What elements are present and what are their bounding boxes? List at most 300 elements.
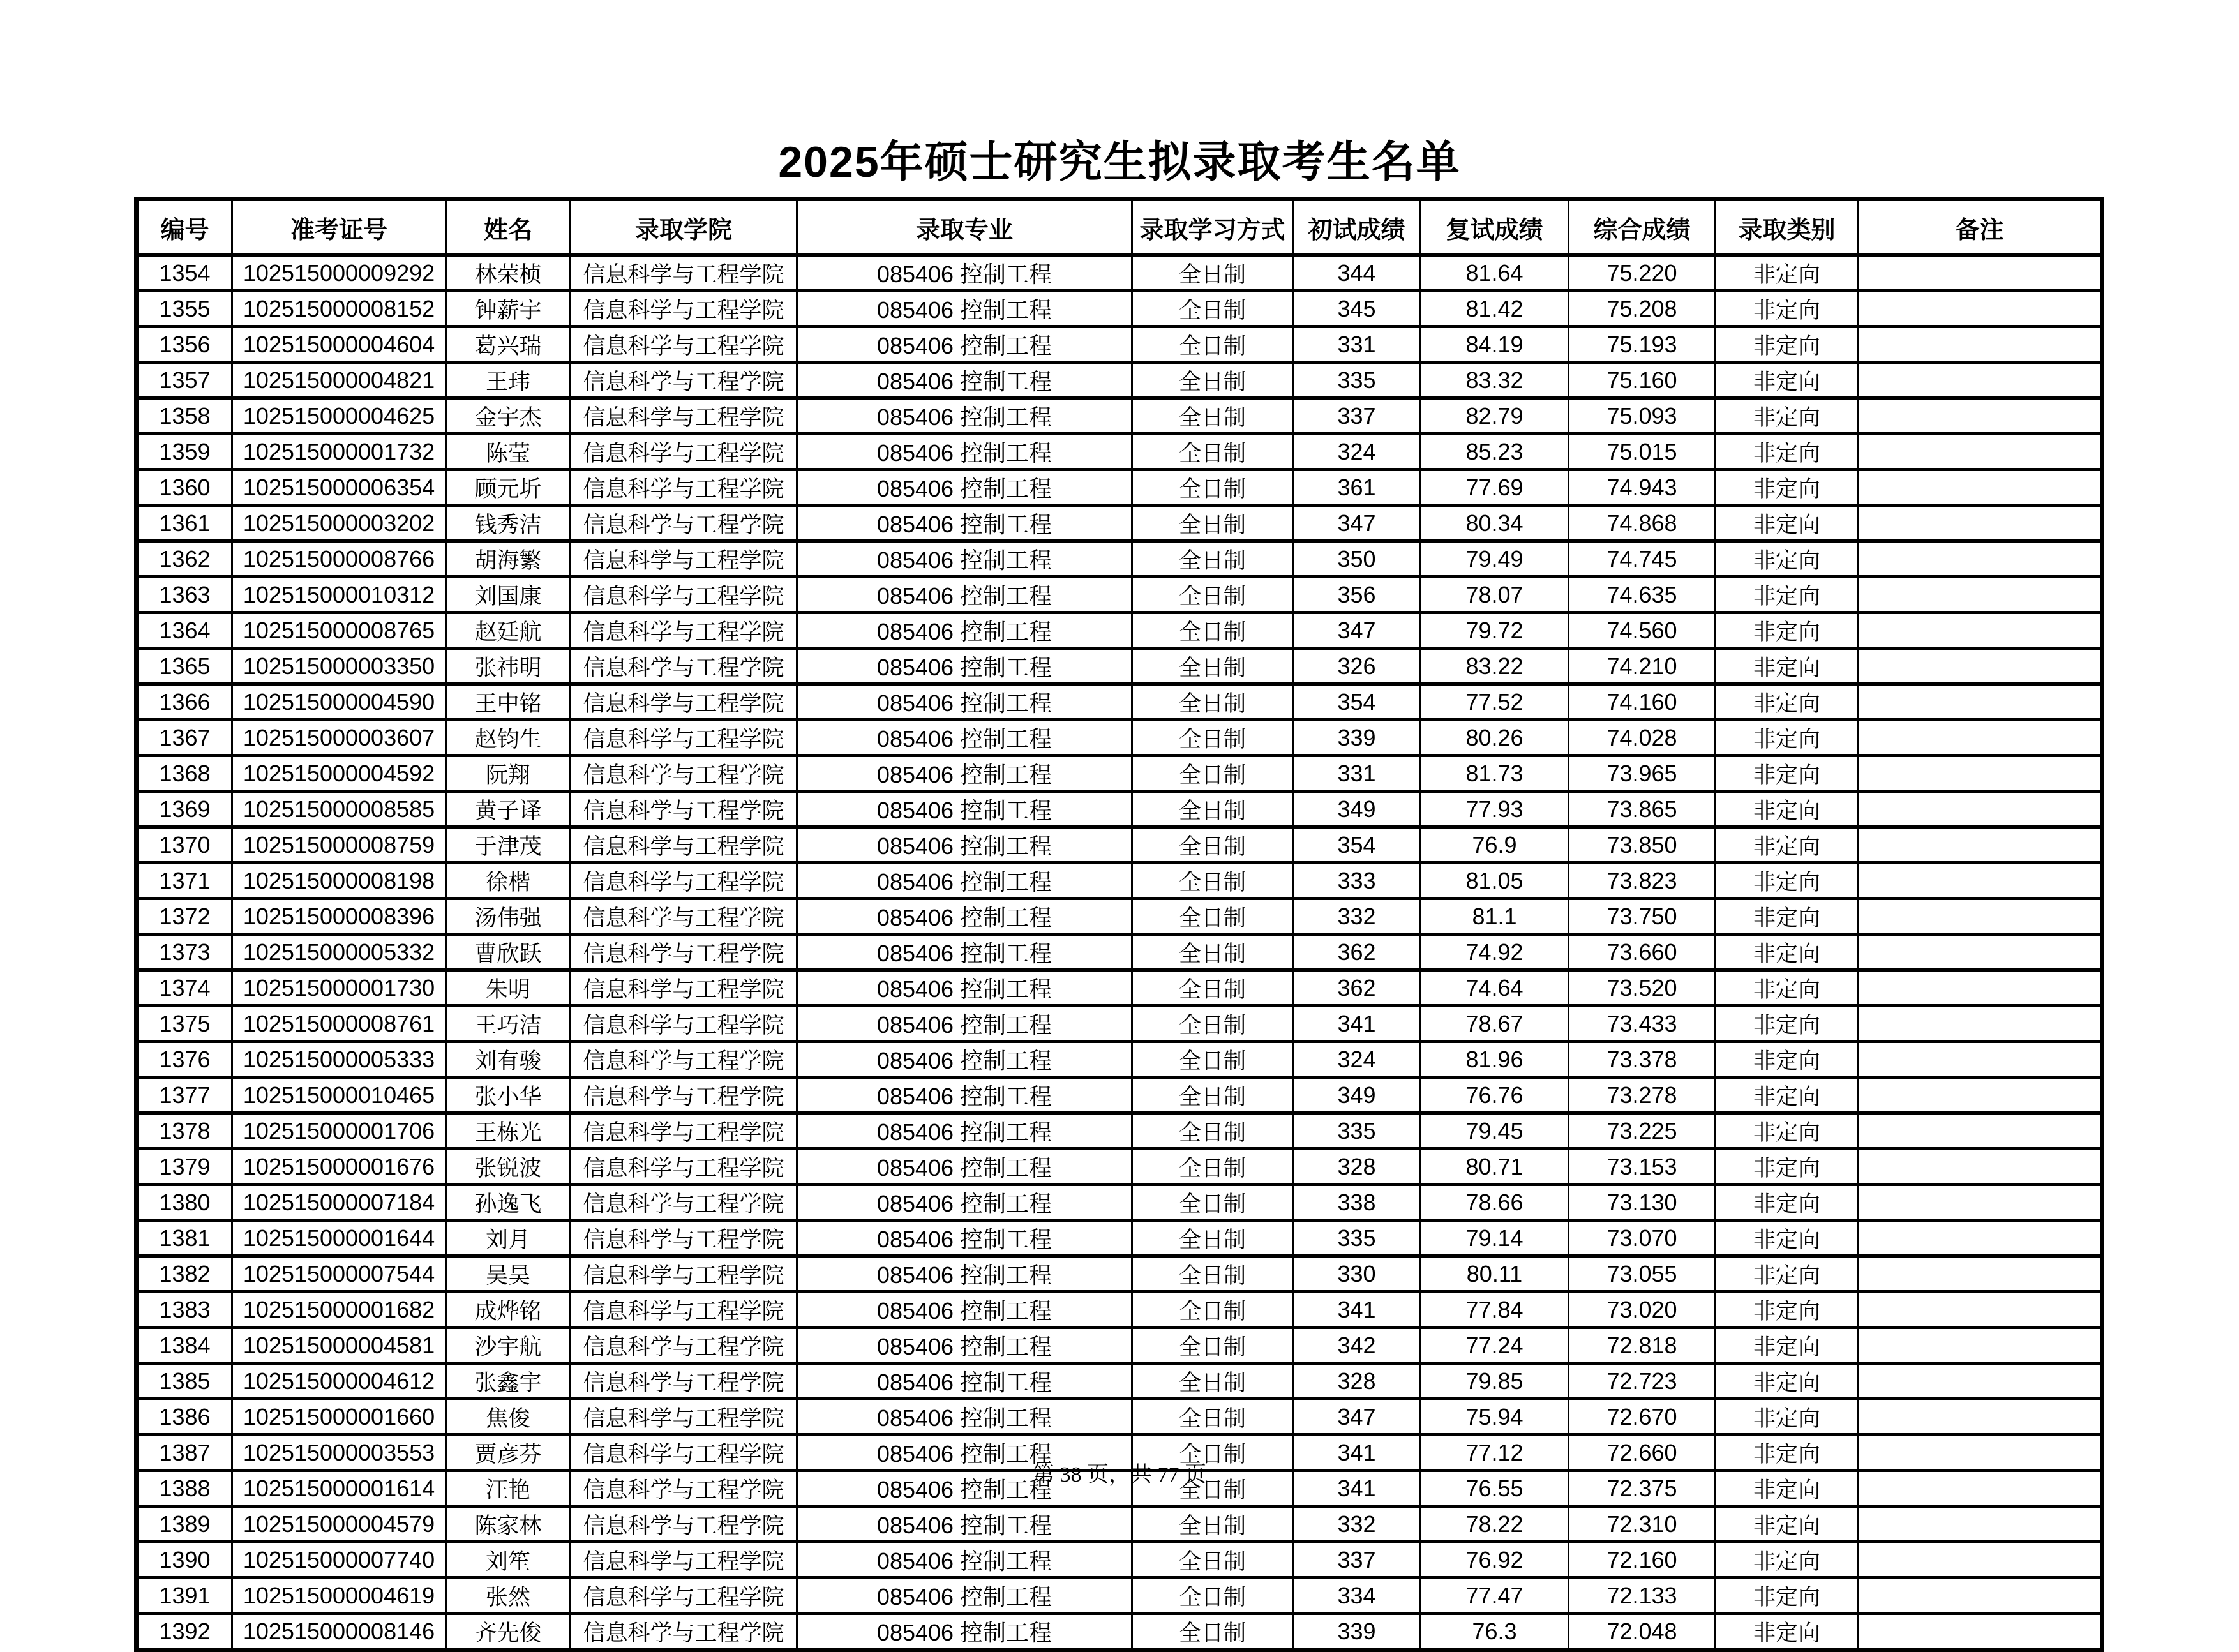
cell-college: 信息科学与工程学院 [571,613,797,649]
cell-college: 信息科学与工程学院 [571,1471,797,1506]
cell-study-mode: 全日制 [1132,899,1293,935]
cell-admission-type: 非定向 [1716,1578,1859,1614]
table-row [137,541,2102,577]
table-row [137,1614,2102,1650]
cell-college: 信息科学与工程学院 [571,327,797,363]
cell-id: 1356 [137,327,232,363]
cell-college: 信息科学与工程学院 [571,792,797,827]
cell-overall-score: 74.745 [1569,541,1716,577]
cell-admission-type: 非定向 [1716,970,1859,1006]
cell-overall-score: 73.153 [1569,1149,1716,1185]
cell-retest-score: 81.42 [1421,291,1569,327]
cell-name: 钟薪宇 [446,291,571,327]
cell-major: 085406 控制工程 [797,1292,1132,1328]
cell-remarks [1859,613,2102,649]
cell-study-mode: 全日制 [1132,970,1293,1006]
cell-major: 085406 控制工程 [797,1471,1132,1506]
cell-study-mode: 全日制 [1132,363,1293,398]
cell-study-mode: 全日制 [1132,1399,1293,1435]
cell-overall-score: 75.220 [1569,255,1716,291]
cell-initial-score: 324 [1293,434,1421,470]
cell-admission-type: 非定向 [1716,899,1859,935]
cell-major: 085406 控制工程 [797,541,1132,577]
cell-initial-score: 331 [1293,756,1421,792]
cell-overall-score: 73.865 [1569,792,1716,827]
cell-name: 阮翔 [446,756,571,792]
cell-study-mode: 全日制 [1132,756,1293,792]
cell-id: 1370 [137,827,232,863]
cell-study-mode: 全日制 [1132,541,1293,577]
cell-remarks [1859,1256,2102,1292]
cell-retest-score: 79.14 [1421,1220,1569,1256]
cell-exam-number: 102515000001676 [232,1149,446,1185]
cell-retest-score: 77.93 [1421,792,1569,827]
cell-study-mode: 全日制 [1132,1149,1293,1185]
cell-study-mode: 全日制 [1132,1471,1293,1506]
cell-id: 1381 [137,1220,232,1256]
cell-id: 1386 [137,1399,232,1435]
cell-college: 信息科学与工程学院 [571,1363,797,1399]
cell-admission-type: 非定向 [1716,1113,1859,1149]
cell-name: 刘有骏 [446,1042,571,1078]
cell-remarks [1859,255,2102,291]
cell-college: 信息科学与工程学院 [571,506,797,541]
cell-college: 信息科学与工程学院 [571,1185,797,1220]
table-row [137,684,2102,720]
cell-name: 汤伟强 [446,899,571,935]
cell-id: 1361 [137,506,232,541]
cell-remarks [1859,792,2102,827]
cell-id: 1382 [137,1256,232,1292]
cell-admission-type: 非定向 [1716,327,1859,363]
cell-retest-score: 77.84 [1421,1292,1569,1328]
table-row [137,970,2102,1006]
cell-overall-score: 73.130 [1569,1185,1716,1220]
cell-admission-type: 非定向 [1716,720,1859,756]
cell-name: 赵廷航 [446,613,571,649]
cell-retest-score: 81.64 [1421,255,1569,291]
cell-retest-score: 77.24 [1421,1328,1569,1363]
cell-initial-score: 349 [1293,1078,1421,1113]
cell-exam-number: 102515000004592 [232,756,446,792]
cell-id: 1374 [137,970,232,1006]
cell-overall-score: 73.020 [1569,1292,1716,1328]
cell-remarks [1859,970,2102,1006]
cell-id: 1385 [137,1363,232,1399]
header-college: 录取学院 [571,199,797,255]
cell-admission-type: 非定向 [1716,506,1859,541]
cell-admission-type: 非定向 [1716,1435,1859,1471]
header-exam-number: 准考证号 [232,199,446,255]
cell-retest-score: 80.34 [1421,506,1569,541]
table-header [137,199,2102,255]
cell-overall-score: 73.520 [1569,970,1716,1006]
cell-exam-number: 102515000007740 [232,1542,446,1578]
cell-remarks [1859,863,2102,899]
cell-overall-score: 72.670 [1569,1399,1716,1435]
cell-admission-type: 非定向 [1716,863,1859,899]
cell-overall-score: 72.048 [1569,1614,1716,1650]
cell-exam-number: 102515000001732 [232,434,446,470]
cell-retest-score: 80.26 [1421,720,1569,756]
header-admission-type: 录取类别 [1716,199,1859,255]
cell-study-mode: 全日制 [1132,863,1293,899]
cell-initial-score: 341 [1293,1006,1421,1042]
table-row [137,899,2102,935]
cell-id: 1377 [137,1078,232,1113]
cell-retest-score: 74.64 [1421,970,1569,1006]
cell-remarks [1859,398,2102,434]
cell-major: 085406 控制工程 [797,506,1132,541]
cell-exam-number: 102515000008396 [232,899,446,935]
cell-exam-number: 102515000001730 [232,970,446,1006]
cell-id: 1376 [137,1042,232,1078]
cell-overall-score: 73.433 [1569,1006,1716,1042]
cell-college: 信息科学与工程学院 [571,255,797,291]
cell-id: 1364 [137,613,232,649]
cell-major: 085406 控制工程 [797,1113,1132,1149]
cell-name: 黄子译 [446,792,571,827]
cell-id: 1373 [137,935,232,970]
cell-exam-number: 102515000001682 [232,1292,446,1328]
cell-major: 085406 控制工程 [797,363,1132,398]
table-row [137,613,2102,649]
cell-study-mode: 全日制 [1132,255,1293,291]
cell-retest-score: 85.23 [1421,434,1569,470]
cell-retest-score: 79.45 [1421,1113,1569,1149]
cell-major: 085406 控制工程 [797,1185,1132,1220]
cell-overall-score: 74.028 [1569,720,1716,756]
cell-id: 1360 [137,470,232,506]
cell-retest-score: 80.11 [1421,1256,1569,1292]
cell-college: 信息科学与工程学院 [571,1399,797,1435]
cell-college: 信息科学与工程学院 [571,1006,797,1042]
cell-exam-number: 102515000001660 [232,1399,446,1435]
table-row [137,398,2102,434]
cell-retest-score: 83.32 [1421,363,1569,398]
cell-major: 085406 控制工程 [797,827,1132,863]
cell-exam-number: 102515000010312 [232,577,446,613]
cell-id: 1380 [137,1185,232,1220]
cell-id: 1387 [137,1435,232,1471]
cell-major: 085406 控制工程 [797,756,1132,792]
cell-retest-score: 76.3 [1421,1614,1569,1650]
header-study-mode: 录取学习方式 [1132,199,1293,255]
cell-admission-type: 非定向 [1716,935,1859,970]
cell-name: 王巧洁 [446,1006,571,1042]
cell-college: 信息科学与工程学院 [571,1220,797,1256]
cell-college: 信息科学与工程学院 [571,756,797,792]
cell-name: 赵钧生 [446,720,571,756]
cell-overall-score: 73.070 [1569,1220,1716,1256]
cell-initial-score: 328 [1293,1149,1421,1185]
header-initial-score: 初试成绩 [1293,199,1421,255]
cell-exam-number: 102515000001614 [232,1471,446,1506]
cell-id: 1375 [137,1006,232,1042]
cell-major: 085406 控制工程 [797,1078,1132,1113]
cell-admission-type: 非定向 [1716,1185,1859,1220]
cell-major: 085406 控制工程 [797,577,1132,613]
cell-remarks [1859,1506,2102,1542]
cell-retest-score: 81.73 [1421,756,1569,792]
cell-name: 于津茂 [446,827,571,863]
cell-retest-score: 81.05 [1421,863,1569,899]
cell-remarks [1859,506,2102,541]
cell-overall-score: 75.208 [1569,291,1716,327]
cell-study-mode: 全日制 [1132,1006,1293,1042]
cell-study-mode: 全日制 [1132,327,1293,363]
cell-remarks [1859,470,2102,506]
cell-remarks [1859,577,2102,613]
table-row [137,327,2102,363]
cell-study-mode: 全日制 [1132,1078,1293,1113]
cell-college: 信息科学与工程学院 [571,649,797,684]
cell-study-mode: 全日制 [1132,1113,1293,1149]
cell-college: 信息科学与工程学院 [571,398,797,434]
cell-initial-score: 332 [1293,1506,1421,1542]
cell-college: 信息科学与工程学院 [571,470,797,506]
cell-initial-score: 326 [1293,649,1421,684]
cell-admission-type: 非定向 [1716,470,1859,506]
cell-name: 徐楷 [446,863,571,899]
cell-retest-score: 76.76 [1421,1078,1569,1113]
cell-id: 1367 [137,720,232,756]
cell-id: 1372 [137,899,232,935]
cell-id: 1388 [137,1471,232,1506]
cell-major: 085406 控制工程 [797,1042,1132,1078]
cell-name: 葛兴瑞 [446,327,571,363]
table-row [137,1506,2102,1542]
cell-admission-type: 非定向 [1716,1471,1859,1506]
cell-major: 085406 控制工程 [797,1363,1132,1399]
cell-initial-score: 338 [1293,1185,1421,1220]
cell-study-mode: 全日制 [1132,1220,1293,1256]
cell-overall-score: 75.160 [1569,363,1716,398]
cell-study-mode: 全日制 [1132,1256,1293,1292]
cell-admission-type: 非定向 [1716,827,1859,863]
cell-id: 1363 [137,577,232,613]
cell-college: 信息科学与工程学院 [571,1292,797,1328]
table-row [137,1328,2102,1363]
table-row [137,1363,2102,1399]
header-overall-score: 综合成绩 [1569,199,1716,255]
cell-remarks [1859,827,2102,863]
cell-name: 汪艳 [446,1471,571,1506]
table-row [137,756,2102,792]
cell-retest-score: 77.52 [1421,684,1569,720]
cell-exam-number: 102515000003607 [232,720,446,756]
cell-name: 王中铭 [446,684,571,720]
cell-remarks [1859,1149,2102,1185]
cell-initial-score: 334 [1293,1578,1421,1614]
cell-remarks [1859,720,2102,756]
cell-initial-score: 341 [1293,1471,1421,1506]
cell-remarks [1859,899,2102,935]
cell-remarks [1859,756,2102,792]
table-row [137,649,2102,684]
cell-college: 信息科学与工程学院 [571,1435,797,1471]
cell-overall-score: 74.868 [1569,506,1716,541]
cell-initial-score: 324 [1293,1042,1421,1078]
cell-retest-score: 81.96 [1421,1042,1569,1078]
cell-id: 1368 [137,756,232,792]
cell-college: 信息科学与工程学院 [571,1078,797,1113]
cell-remarks [1859,1292,2102,1328]
table-row [137,1220,2102,1256]
cell-major: 085406 控制工程 [797,1578,1132,1614]
table-row [137,470,2102,506]
header-remarks: 备注 [1859,199,2102,255]
table-row [137,1399,2102,1435]
cell-admission-type: 非定向 [1716,684,1859,720]
cell-retest-score: 80.71 [1421,1149,1569,1185]
cell-id: 1362 [137,541,232,577]
cell-retest-score: 76.55 [1421,1471,1569,1506]
cell-exam-number: 102515000005333 [232,1042,446,1078]
cell-id: 1384 [137,1328,232,1363]
cell-major: 085406 控制工程 [797,720,1132,756]
cell-major: 085406 控制工程 [797,935,1132,970]
cell-retest-score: 78.67 [1421,1006,1569,1042]
cell-name: 张锐波 [446,1149,571,1185]
cell-study-mode: 全日制 [1132,1042,1293,1078]
table-row [137,1078,2102,1113]
cell-initial-score: 350 [1293,541,1421,577]
cell-study-mode: 全日制 [1132,613,1293,649]
cell-name: 胡海繁 [446,541,571,577]
cell-exam-number: 102515000008152 [232,291,446,327]
cell-name: 成烨铭 [446,1292,571,1328]
cell-initial-score: 347 [1293,506,1421,541]
cell-retest-score: 76.9 [1421,827,1569,863]
cell-retest-score: 83.22 [1421,649,1569,684]
cell-major: 085406 控制工程 [797,255,1132,291]
cell-id: 1354 [137,255,232,291]
cell-initial-score: 339 [1293,720,1421,756]
cell-retest-score: 84.19 [1421,327,1569,363]
cell-admission-type: 非定向 [1716,398,1859,434]
cell-study-mode: 全日制 [1132,935,1293,970]
cell-study-mode: 全日制 [1132,792,1293,827]
page-number: 第 38 页，共 77 页 [1033,1463,1206,1487]
table-row [137,434,2102,470]
cell-college: 信息科学与工程学院 [571,684,797,720]
cell-major: 085406 控制工程 [797,1220,1132,1256]
cell-exam-number: 102515000008198 [232,863,446,899]
cell-initial-score: 345 [1293,291,1421,327]
cell-name: 林荣桢 [446,255,571,291]
cell-major: 085406 控制工程 [797,649,1132,684]
cell-initial-score: 335 [1293,1113,1421,1149]
table-row [137,863,2102,899]
cell-name: 齐先俊 [446,1614,571,1650]
cell-remarks [1859,1078,2102,1113]
cell-exam-number: 102515000005332 [232,935,446,970]
cell-exam-number: 102515000003350 [232,649,446,684]
cell-overall-score: 72.818 [1569,1328,1716,1363]
cell-college: 信息科学与工程学院 [571,935,797,970]
cell-initial-score: 335 [1293,363,1421,398]
header-id: 编号 [137,199,232,255]
cell-remarks [1859,1614,2102,1650]
cell-admission-type: 非定向 [1716,1256,1859,1292]
cell-name: 张然 [446,1578,571,1614]
cell-study-mode: 全日制 [1132,1328,1293,1363]
cell-initial-score: 356 [1293,577,1421,613]
header-row [137,199,2102,255]
cell-name: 吴昊 [446,1256,571,1292]
cell-id: 1359 [137,434,232,470]
cell-id: 1355 [137,291,232,327]
cell-overall-score: 73.278 [1569,1078,1716,1113]
cell-college: 信息科学与工程学院 [571,1113,797,1149]
cell-study-mode: 全日制 [1132,398,1293,434]
cell-remarks [1859,363,2102,398]
cell-initial-score: 332 [1293,899,1421,935]
cell-major: 085406 控制工程 [797,291,1132,327]
cell-exam-number: 102515000007544 [232,1256,446,1292]
cell-admission-type: 非定向 [1716,255,1859,291]
cell-id: 1357 [137,363,232,398]
cell-remarks [1859,1328,2102,1363]
cell-exam-number: 102515000006354 [232,470,446,506]
cell-study-mode: 全日制 [1132,1292,1293,1328]
cell-exam-number: 102515000004579 [232,1506,446,1542]
table-row [137,1042,2102,1078]
cell-exam-number: 102515000004612 [232,1363,446,1399]
cell-initial-score: 347 [1293,613,1421,649]
cell-exam-number: 102515000008766 [232,541,446,577]
cell-remarks [1859,1363,2102,1399]
cell-major: 085406 控制工程 [797,1006,1132,1042]
cell-remarks [1859,1399,2102,1435]
table-row [137,720,2102,756]
cell-study-mode: 全日制 [1132,649,1293,684]
cell-id: 1365 [137,649,232,684]
cell-major: 085406 控制工程 [797,398,1132,434]
cell-remarks [1859,935,2102,970]
cell-college: 信息科学与工程学院 [571,1328,797,1363]
cell-major: 085406 控制工程 [797,899,1132,935]
cell-name: 顾元圻 [446,470,571,506]
cell-retest-score: 78.07 [1421,577,1569,613]
cell-name: 朱明 [446,970,571,1006]
cell-overall-score: 74.635 [1569,577,1716,613]
cell-major: 085406 控制工程 [797,970,1132,1006]
cell-id: 1383 [137,1292,232,1328]
admission-table [134,197,2104,1652]
cell-admission-type: 非定向 [1716,291,1859,327]
cell-remarks [1859,327,2102,363]
cell-major: 085406 控制工程 [797,1328,1132,1363]
cell-study-mode: 全日制 [1132,470,1293,506]
cell-admission-type: 非定向 [1716,792,1859,827]
cell-exam-number: 102515000001644 [232,1220,446,1256]
cell-major: 085406 控制工程 [797,792,1132,827]
cell-overall-score: 72.310 [1569,1506,1716,1542]
cell-name: 刘国康 [446,577,571,613]
cell-initial-score: 354 [1293,827,1421,863]
cell-college: 信息科学与工程学院 [571,863,797,899]
cell-study-mode: 全日制 [1132,1542,1293,1578]
cell-overall-score: 72.723 [1569,1363,1716,1399]
cell-major: 085406 控制工程 [797,1542,1132,1578]
cell-college: 信息科学与工程学院 [571,1578,797,1614]
cell-retest-score: 77.47 [1421,1578,1569,1614]
cell-initial-score: 339 [1293,1614,1421,1650]
cell-id: 1389 [137,1506,232,1542]
cell-overall-score: 73.225 [1569,1113,1716,1149]
